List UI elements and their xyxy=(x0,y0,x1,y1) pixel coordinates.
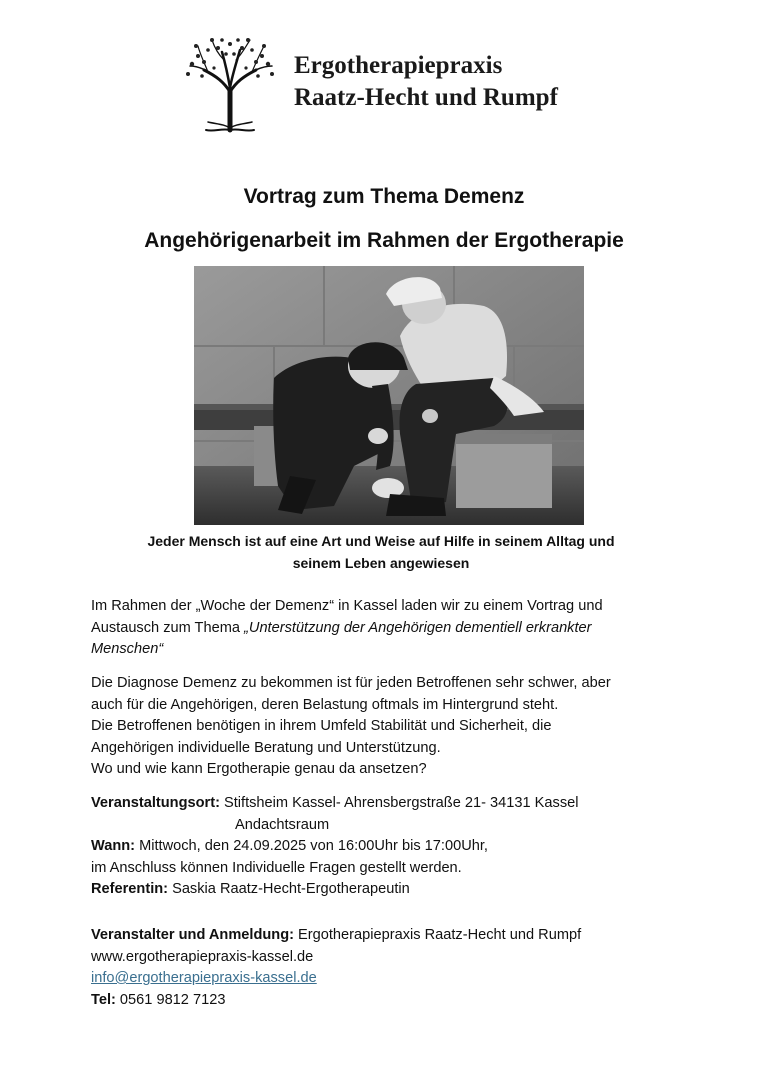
when-line xyxy=(91,836,691,858)
practice-logo xyxy=(178,32,598,136)
speaker-value: Saskia Raatz-Hecht-Ergotherapeutin xyxy=(168,881,410,897)
practice-name-line2: Raatz-Hecht und Rumpf xyxy=(294,84,558,111)
venue-room: Andachtsraum xyxy=(235,816,330,833)
practice-name xyxy=(294,50,558,114)
when-value: Mittwoch, den 24.09.2025 von 16:00Uhr bis 17:00Uhr, xyxy=(135,838,488,854)
intro-paragraph xyxy=(91,596,691,661)
organizer-details xyxy=(91,925,691,1011)
email-link[interactable]: info@ergotherapiepraxis-kassel.de xyxy=(91,970,317,986)
lecture-topic: „Unterstützung der Angehörigen dementiell erkrankter xyxy=(244,619,592,636)
photo-caregiver-tying-shoe xyxy=(194,266,584,525)
intro-line xyxy=(91,618,691,640)
diagnosis-line: Wo und wie kann Ergotherapie genau da ansetzen? xyxy=(91,761,427,777)
intro-line: Im Rahmen der „Woche der Demenz“ in Kassel laden wir zu einem Vortrag und xyxy=(91,598,603,614)
speaker-line xyxy=(91,879,691,901)
practice-name-line1: Ergotherapiepraxis xyxy=(294,52,503,79)
page-subtitle: Angehörigenarbeit im Rahmen der Ergotherapie xyxy=(144,229,624,252)
page-title: Vortrag zum Thema Demenz xyxy=(243,185,525,208)
organizer-value: Ergotherapiepraxis Raatz-Hecht und Rumpf xyxy=(294,927,582,943)
diagnosis-line: auch für die Angehörigen, deren Belastung oftmals im Hintergrund steht. xyxy=(91,696,559,713)
diagnosis-line: Angehörigen individuelle Beratung und Unterstützung. xyxy=(91,739,441,756)
caption-line: Jeder Mensch ist auf eine Art und Weise auf Hilfe in seinem Alltag und xyxy=(147,533,615,549)
venue-value: Stiftsheim Kassel- Ahrensbergstraße 21- 34131 Kassel xyxy=(219,795,579,811)
organizer-line xyxy=(91,925,691,947)
intro-text: Austausch zum Thema xyxy=(91,619,245,636)
tel-label: Tel: xyxy=(91,991,116,1008)
tree-of-life-icon xyxy=(178,32,282,136)
diagnosis-line: Die Betroffenen benötigen in ihrem Umfeld Stabilität und Sicherheit, die xyxy=(91,718,552,734)
diagnosis-line: Die Diagnose Demenz zu bekommen ist für jeden Betroffenen sehr schwer, aber xyxy=(91,675,611,691)
venue-line xyxy=(91,793,691,815)
intro-line xyxy=(91,639,691,661)
organizer-label: Veranstalter und Anmeldung: xyxy=(91,927,294,943)
diagnosis-paragraph xyxy=(91,673,691,781)
when-label: Wann: xyxy=(91,838,136,854)
speaker-label: Referentin: xyxy=(91,881,169,897)
when-note: im Anschluss können Individuelle Fragen gestellt werden. xyxy=(91,859,462,876)
lecture-topic: Menschen“ xyxy=(91,641,164,657)
venue-label: Veranstaltungsort: xyxy=(91,795,220,811)
event-details xyxy=(91,793,691,901)
tel-value: 0561 9812 7123 xyxy=(115,991,226,1008)
caption-line: seinem Leben angewiesen xyxy=(292,555,470,571)
photo-caption xyxy=(96,530,666,574)
website-text: www.ergotherapiepraxis-kassel.de xyxy=(91,948,314,965)
tel-line xyxy=(91,990,691,1012)
